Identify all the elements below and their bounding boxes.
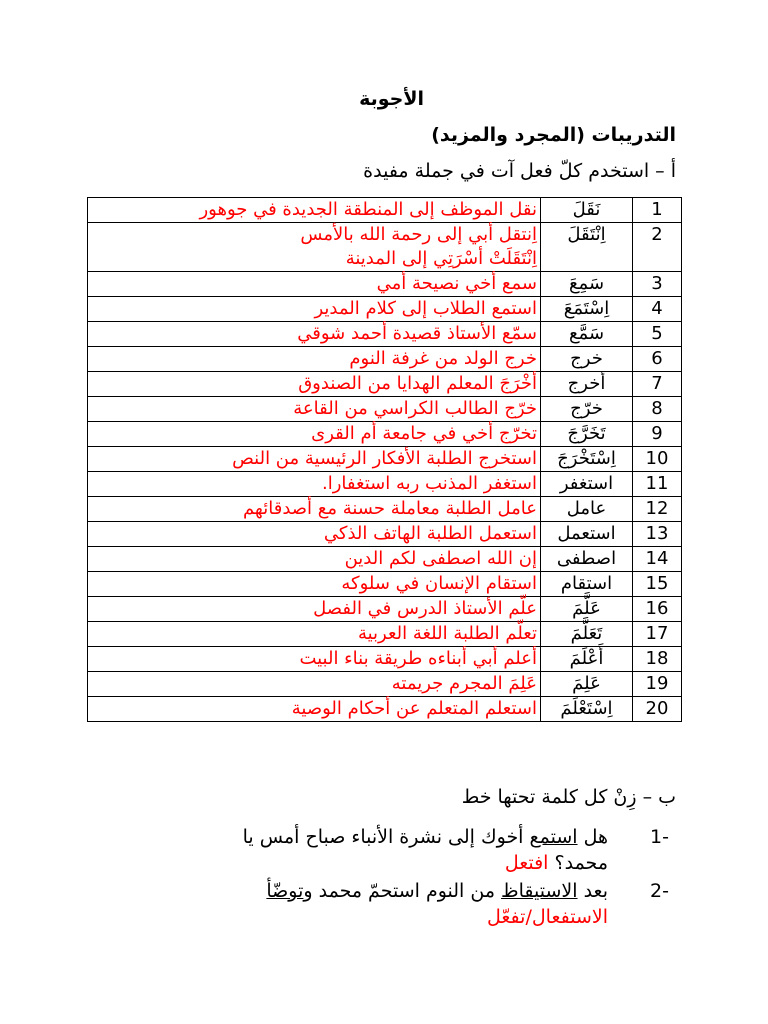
verb-cell: اِسْتَخْرَجَ xyxy=(541,447,633,472)
answer-text: الاستفعال/تفعّل xyxy=(487,906,608,928)
sentence-cell: خرج الولد من غرفة النوم xyxy=(88,347,541,372)
question-line xyxy=(505,852,608,874)
table-row xyxy=(88,647,682,672)
table-row xyxy=(88,622,682,647)
verb-cell: استعمل xyxy=(541,522,633,547)
sentence-cell xyxy=(88,223,541,272)
answers-table-body xyxy=(88,198,682,722)
verb-cell: اِسْتَمَعَ xyxy=(541,297,633,322)
underlined-word: استمع xyxy=(529,826,578,848)
table-row xyxy=(88,597,682,622)
verb-cell: اِسْتَعْلَمَ xyxy=(541,697,633,722)
sentence-line: اِنْتَقَلَتْ أسْرَتِي إلى المدينة xyxy=(345,248,537,269)
question-line xyxy=(266,880,608,902)
sentence-cell: أعلم أبي أبناءه طريقة بناء البيت xyxy=(88,647,541,672)
row-number: 18 xyxy=(633,647,682,672)
row-number: 6 xyxy=(633,347,682,372)
sentence-cell: تعلّم الطلبة اللغة العربية xyxy=(88,622,541,647)
table-row xyxy=(88,422,682,447)
verb-cell: سَمِعَ xyxy=(541,272,633,297)
sentence-cell: تخرّج أخي في جامعة أم القرى xyxy=(88,422,541,447)
question-text: من النوم استحمّ محمد و xyxy=(303,880,502,902)
row-number: 13 xyxy=(633,522,682,547)
table-row xyxy=(88,522,682,547)
table-row xyxy=(88,322,682,347)
table-row xyxy=(88,547,682,572)
row-number: 20 xyxy=(633,697,682,722)
row-number: 17 xyxy=(633,622,682,647)
question-text: بعد xyxy=(577,880,608,902)
verb-cell: اصطفى xyxy=(541,547,633,572)
verb-cell: تَعَلَّمَ xyxy=(541,622,633,647)
table-row xyxy=(88,447,682,472)
sentence-cell: أخْرَجَ المعلم الهدايا من الصندوق xyxy=(88,372,541,397)
answer-text: افتعل xyxy=(504,852,549,874)
verb-cell: اِنْتَقَلَ xyxy=(541,223,633,272)
sentence-cell: علّم الأستاذ الدرس في الفصل xyxy=(88,597,541,622)
sentence-cell: استعمل الطلبة الهاتف الذكي xyxy=(88,522,541,547)
verb-cell: أخرج xyxy=(541,372,633,397)
table-row xyxy=(88,572,682,597)
table-row xyxy=(88,697,682,722)
question-line xyxy=(243,826,608,848)
sentence-cell: عَلِمَ المجرم جريمته xyxy=(88,672,541,697)
verb-cell: عامل xyxy=(541,497,633,522)
section-a-instruction: أ – استخدم كلّ فعل آت في جملة مفيدة xyxy=(363,160,676,182)
table-row xyxy=(88,397,682,422)
sentence-cell: استقام الإنسان في سلوكه xyxy=(88,572,541,597)
answers-table xyxy=(87,197,682,722)
underlined-word: الاستيقاظ xyxy=(501,880,578,902)
table-row xyxy=(88,198,682,223)
table-row xyxy=(88,497,682,522)
table-row xyxy=(88,347,682,372)
sentence-cell: استخرج الطلبة الأفكار الرئيسية من النص xyxy=(88,447,541,472)
verb-cell: تَخَرَّجَ xyxy=(541,422,633,447)
table-row xyxy=(88,372,682,397)
row-number: 16 xyxy=(633,597,682,622)
question-text: أخوك إلى نشرة الأنباء صباح أمس يا xyxy=(242,826,530,848)
row-number: 15 xyxy=(633,572,682,597)
page-title: الأجوبة xyxy=(359,88,424,110)
sentence-cell: استعلم المتعلم عن أحكام الوصية xyxy=(88,697,541,722)
row-number: 12 xyxy=(633,497,682,522)
sentence-cell: استمع الطلاب إلى كلام المدير xyxy=(88,297,541,322)
row-number: 7 xyxy=(633,372,682,397)
question-number: 1- xyxy=(650,826,669,848)
row-number: 5 xyxy=(633,322,682,347)
sentence-cell: سمع أخي نصيحة أمي xyxy=(88,272,541,297)
row-number: 11 xyxy=(633,472,682,497)
verb-cell: سَمَّع xyxy=(541,322,633,347)
sentence-cell: إن الله اصطفى لكم الدين xyxy=(88,547,541,572)
table-row xyxy=(88,472,682,497)
table-row xyxy=(88,223,682,272)
row-number: 2 xyxy=(633,223,682,272)
section-b-instruction: ب – زِنْ كل كلمة تحتها خط xyxy=(461,786,676,808)
row-number: 9 xyxy=(633,422,682,447)
row-number: 19 xyxy=(633,672,682,697)
question-text: محمد؟ xyxy=(548,852,608,874)
table-row xyxy=(88,672,682,697)
exercise-title: التدريبات (المجرد والمزيد) xyxy=(431,124,676,146)
row-number: 4 xyxy=(633,297,682,322)
verb-cell: أَعْلَمَ xyxy=(541,647,633,672)
row-number: 14 xyxy=(633,547,682,572)
verb-cell: عَلَّمَ xyxy=(541,597,633,622)
row-number: 8 xyxy=(633,397,682,422)
table-row xyxy=(88,272,682,297)
underlined-word: توضّأ xyxy=(266,880,304,902)
row-number: 3 xyxy=(633,272,682,297)
sentence-line: اِنتقل أبي إلى رحمة الله بالأمس xyxy=(300,224,537,245)
verb-cell: نَقَلَ xyxy=(541,198,633,223)
question-text: هل xyxy=(577,826,608,848)
row-number: 10 xyxy=(633,447,682,472)
row-number: 1 xyxy=(633,198,682,223)
verb-cell: خرّج xyxy=(541,397,633,422)
question-number: 2- xyxy=(650,880,669,902)
table-row xyxy=(88,297,682,322)
sentence-cell: سمّع الأستاذ قصيدة أحمد شوقي xyxy=(88,322,541,347)
verb-cell: استغفر xyxy=(541,472,633,497)
sentence-cell: خرّج الطالب الكراسي من القاعة xyxy=(88,397,541,422)
verb-cell: استقام xyxy=(541,572,633,597)
sentence-cell: استغفر المذنب ربه استغفارا. xyxy=(88,472,541,497)
sentence-cell: نقل الموظف إلى المنطقة الجديدة في جوهور xyxy=(88,198,541,223)
verb-cell: خرج xyxy=(541,347,633,372)
sentence-cell: عامل الطلبة معاملة حسنة مع أصدقائهم xyxy=(88,497,541,522)
verb-cell: عَلِمَ xyxy=(541,672,633,697)
